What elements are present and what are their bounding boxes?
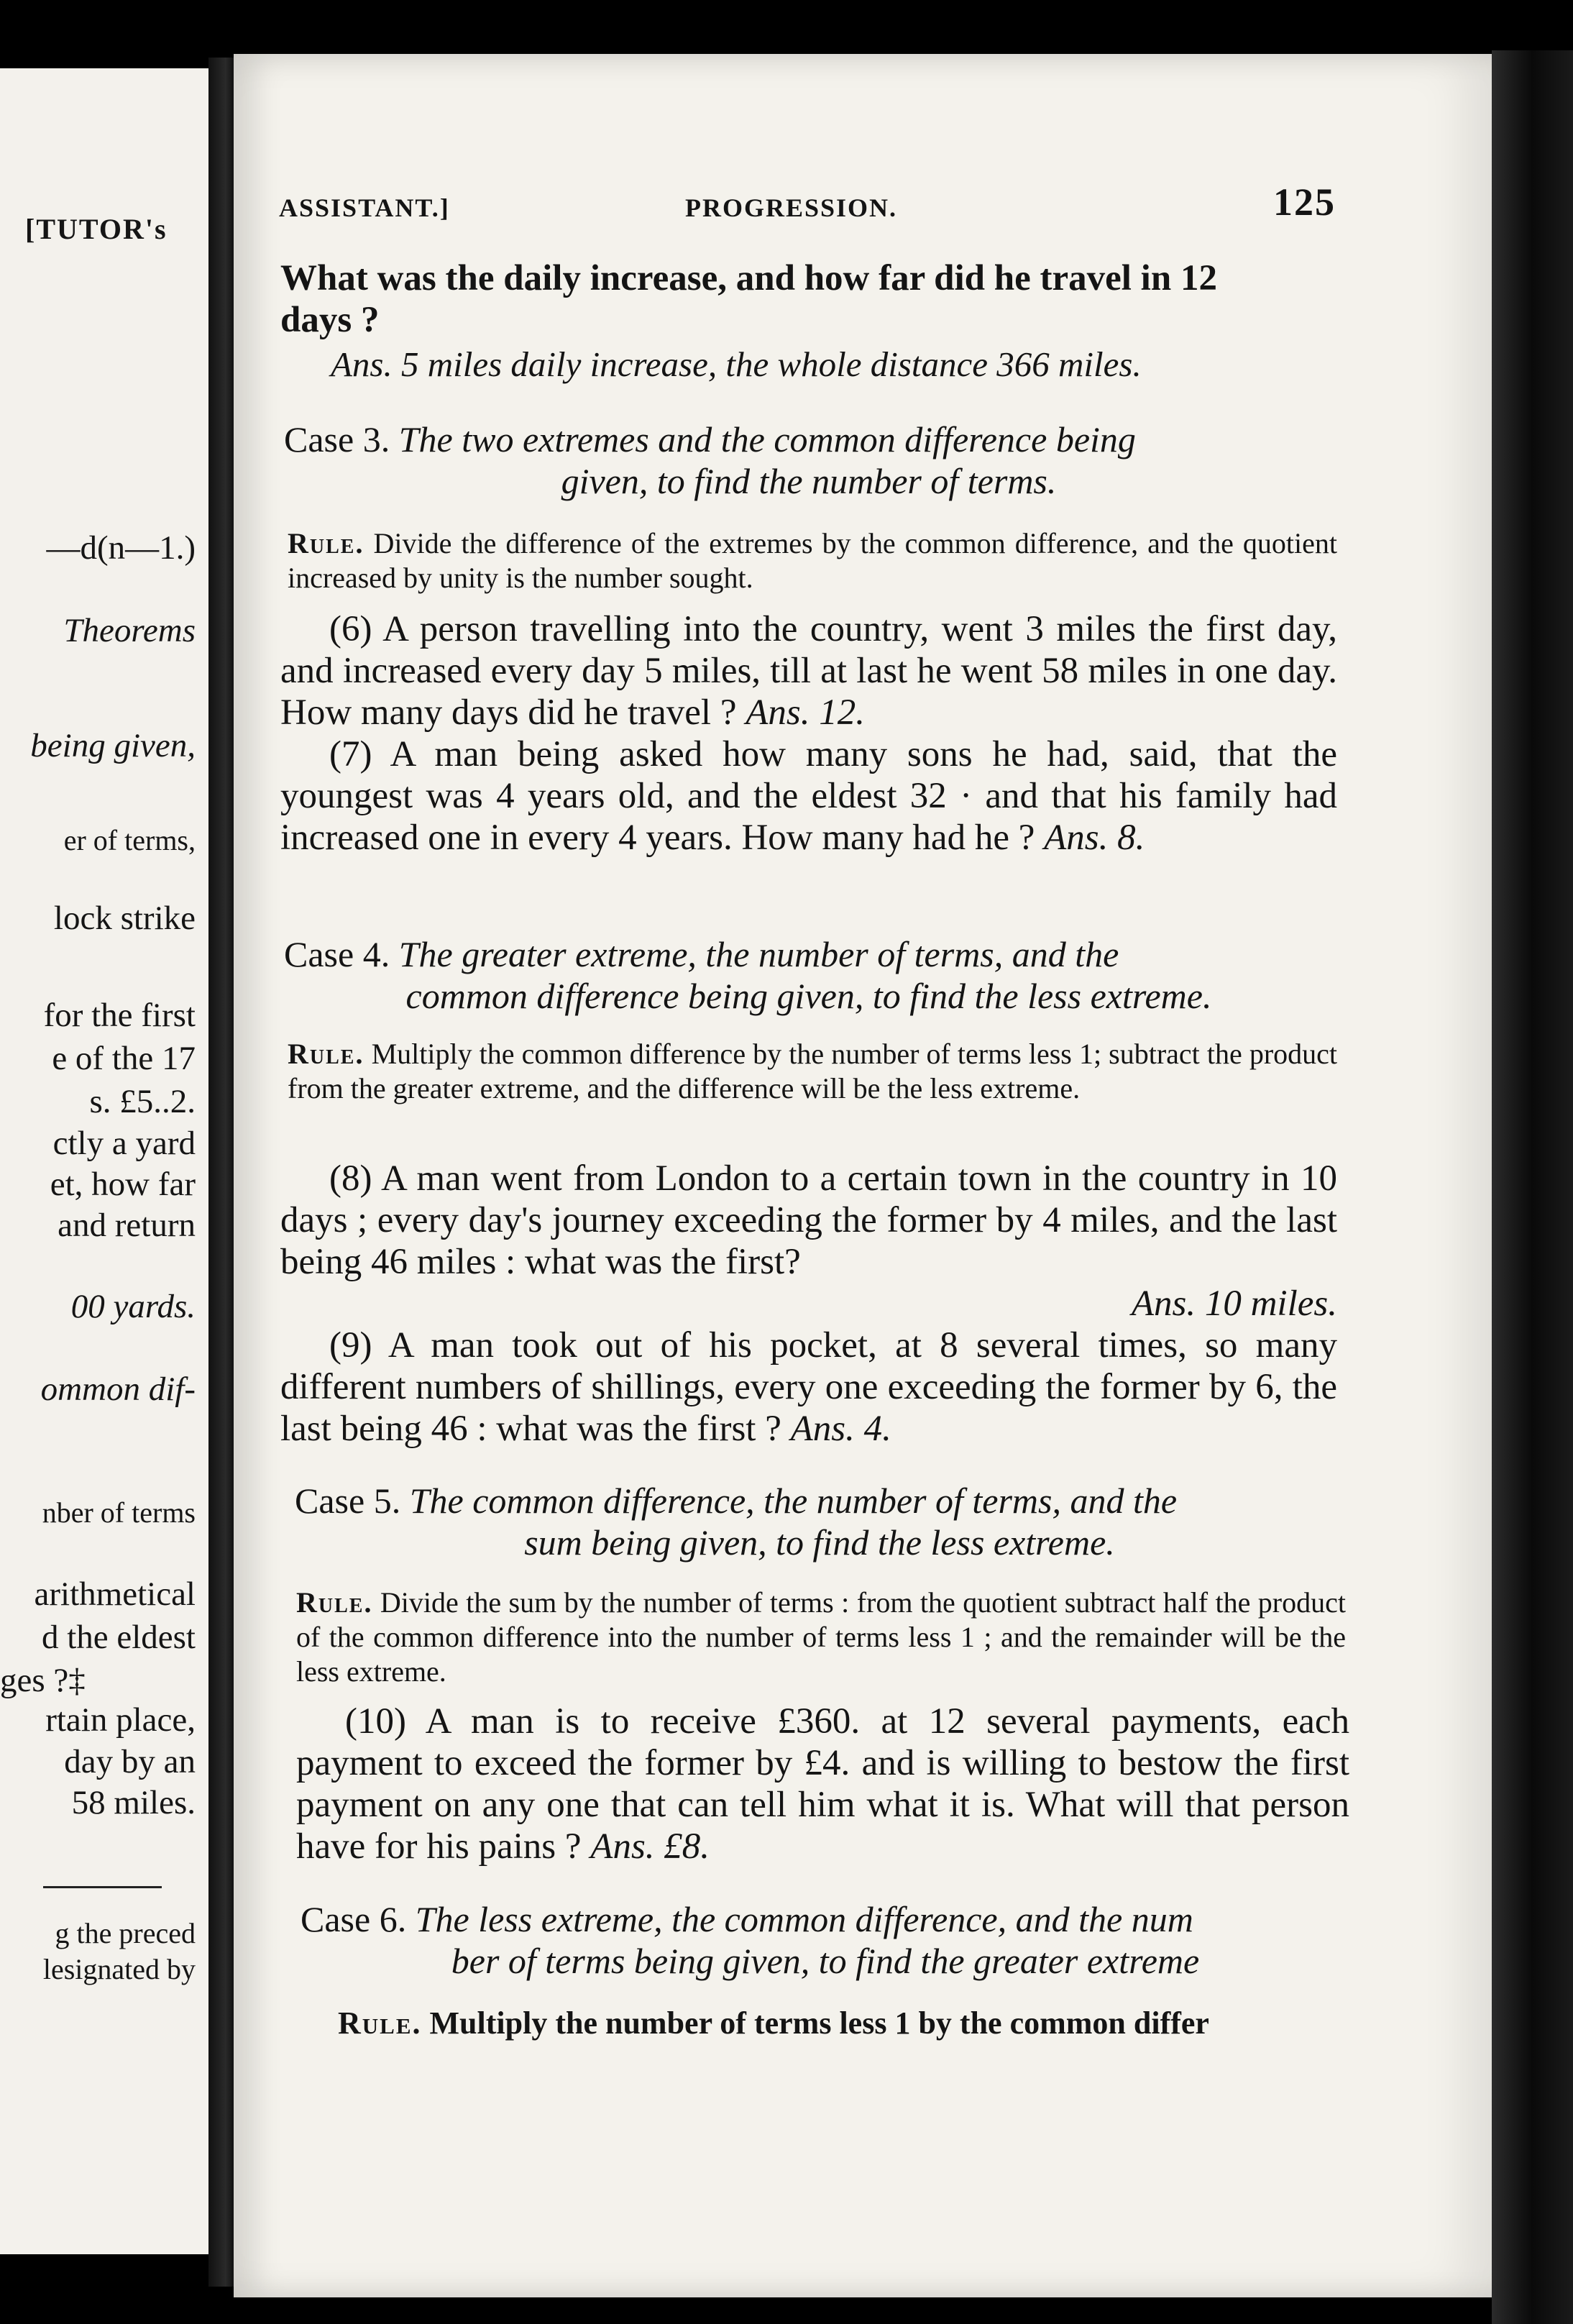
rule-6	[338, 2006, 1344, 2041]
case-6-label: Case 6.	[301, 1899, 407, 1939]
rule-4	[288, 1037, 1337, 1106]
problem-6	[280, 608, 1337, 733]
continued-question	[280, 257, 1337, 341]
page-number: 125	[1273, 180, 1336, 224]
continued-answer: Ans. 5 miles daily increase, the whole distance 366 miles.	[331, 344, 1142, 384]
left-running-head: [TUTOR's	[25, 213, 168, 245]
left-fragment-15: d the eldest	[41, 1619, 196, 1656]
case-3-heading	[284, 418, 1334, 502]
case-6-heading	[301, 1898, 1350, 1982]
case-6-text-2: ber of terms being given, to find the greater extreme	[451, 1941, 1200, 1981]
rule-3	[288, 526, 1337, 595]
problem-6-text: (6) A person travelling into the country, went 3 miles the first day, and increased every day 5 miles, till at last he went 58 miles in one day. How many days did he travel ?	[280, 609, 1337, 733]
left-fragment-3: er of terms,	[63, 824, 196, 856]
left-fragment-14: arithmetical	[34, 1575, 196, 1613]
left-fragment-18: day by an	[64, 1743, 196, 1780]
case-3-text-1: The two extremes and the common difference being	[398, 419, 1136, 459]
problem-8-answer: Ans. 10 miles.	[1131, 1284, 1337, 1324]
case-6-text-1: The less extreme, the common difference, and the num	[415, 1899, 1193, 1939]
left-fragment-21: lesignated by	[42, 1953, 196, 1985]
case-3-label: Case 3.	[284, 419, 390, 459]
rule-4-text: Multiply the common difference by the number of terms less 1; subtract the product from the greater extreme, and the difference will be the less extreme.	[288, 1038, 1338, 1104]
left-fragment-17: rtain place,	[45, 1701, 196, 1739]
case-5-text-1: The common difference, the number of terms, and the	[409, 1481, 1178, 1521]
rule-3-text: Divide the difference of the extremes by the common difference, and the quotient increased by unity is the number sought.	[288, 527, 1338, 594]
rule-5-text: Divide the sum by the number of terms : from the quotient subtract half the product of the common difference into the number of terms less 1 ; and the remainder will be the less extreme.	[296, 1586, 1346, 1688]
continued-question-line1: What was the daily increase, and how far did he travel in 12	[280, 258, 1217, 298]
rule-6-label: Rule.	[338, 2005, 422, 2041]
problem-8	[280, 1158, 1337, 1325]
left-page-fragment	[0, 68, 210, 2254]
left-fragment-7: s. £5..2.	[89, 1083, 196, 1120]
left-fragment-20: g the preced	[55, 1917, 196, 1949]
left-fragment-6: e of the 17	[52, 1040, 196, 1077]
problem-6-answer: Ans. 12.	[746, 692, 865, 733]
left-fragment-19: 58 miles.	[71, 1784, 196, 1821]
rule-3-label: Rule.	[288, 527, 364, 559]
page-edge-shadow	[1492, 50, 1573, 2324]
left-fragment-5: for the first	[43, 997, 196, 1034]
problem-10	[296, 1701, 1349, 1867]
left-fragment-11: 00 yards.	[70, 1288, 196, 1325]
left-fragment-2: being given,	[30, 727, 196, 764]
problem-10-answer: Ans. £8.	[590, 1826, 710, 1867]
rule-6-text: Multiply the number of terms less 1 by the common differ	[429, 2005, 1209, 2041]
problem-10-text: (10) A man is to receive £360. at 12 several payments, each payment to exceed the former by £4. and is willing to bestow the first payment on any one that can tell him what it is. What will that person have for his pains ?	[296, 1701, 1349, 1867]
left-fragment-10: and return	[58, 1207, 196, 1244]
case-4-text-2: common difference being given, to find the less extreme.	[405, 976, 1212, 1016]
case-5-heading	[295, 1480, 1344, 1563]
rule-5	[296, 1586, 1346, 1689]
problem-7-answer: Ans. 8.	[1044, 818, 1145, 858]
problem-9-answer: Ans. 4.	[790, 1409, 891, 1449]
left-fragment-16: ges ?‡	[0, 1662, 86, 1699]
rule-5-label: Rule.	[296, 1586, 373, 1619]
case-3-text-2: given, to find the number of terms.	[561, 461, 1057, 501]
problem-9	[280, 1325, 1337, 1450]
case-5-text-2: sum being given, to find the less extreme.	[524, 1522, 1115, 1563]
case-4-label: Case 4.	[284, 934, 390, 974]
rule-4-label: Rule.	[288, 1038, 364, 1070]
problem-8-text: (8) A man went from London to a certain town in the country in 10 days ; every day's journey exceeding the former by 4 miles, and the last being 46 miles : what was the first?	[280, 1158, 1337, 1282]
left-fragment-12: ommon dif-	[40, 1371, 196, 1408]
left-fragment-0: —d(n—1.)	[46, 529, 196, 567]
running-head	[279, 180, 1336, 236]
problem-7-text: (7) A man being asked how many sons he had, said, that the youngest was 4 years old, and the eldest 32 · and that his family had increased one in every 4 years. How many had he ?	[280, 734, 1337, 858]
book-gutter	[208, 58, 237, 2287]
continued-question-line2: days ?	[280, 300, 380, 340]
running-head-left: ASSISTANT.]	[279, 193, 450, 222]
left-divider	[43, 1886, 162, 1888]
case-4-heading	[284, 933, 1334, 1017]
left-fragment-1: Theorems	[63, 612, 196, 649]
left-fragment-9: et, how far	[50, 1166, 196, 1203]
case-5-label: Case 5.	[295, 1481, 401, 1521]
running-head-title: PROGRESSION.	[685, 193, 898, 222]
left-fragment-4: lock strike	[53, 900, 196, 937]
problem-9-text: (9) A man took out of his pocket, at 8 several times, so many different numbers of shillings, every one exceeding the former by 6, the last being 46 : what was the first ?	[280, 1325, 1337, 1449]
case-4-text-1: The greater extreme, the number of terms, and the	[398, 934, 1119, 974]
left-fragment-8: ctly a yard	[52, 1125, 196, 1162]
problem-7	[280, 733, 1337, 859]
left-fragment-13: nber of terms	[42, 1496, 196, 1529]
